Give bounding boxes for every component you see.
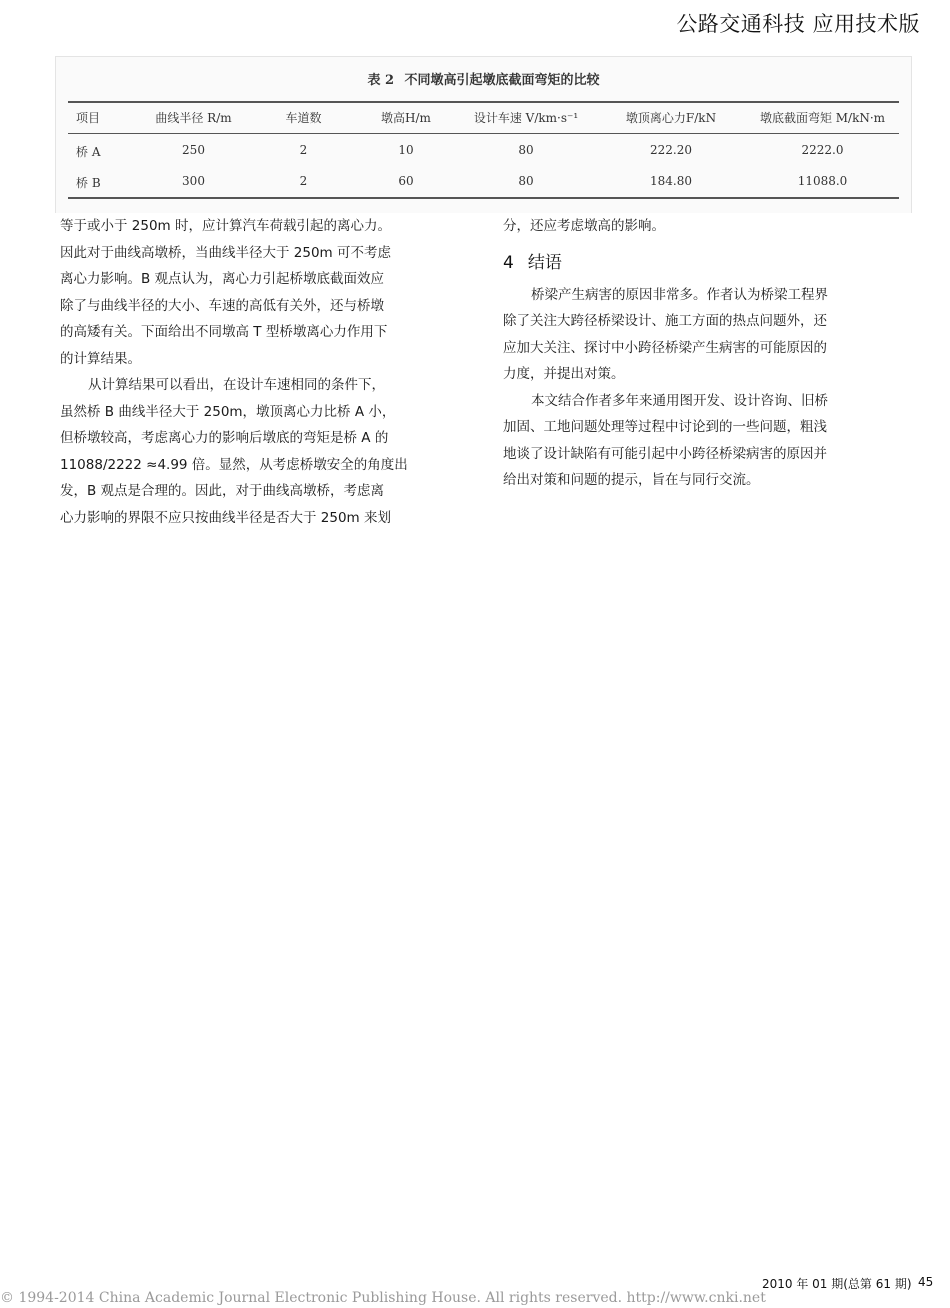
table-cell: 300 bbox=[182, 174, 205, 188]
table-caption bbox=[56, 69, 911, 88]
table-cell: 222.20 bbox=[650, 143, 692, 157]
table-label: 表 2 bbox=[367, 73, 395, 88]
body-line: 桥梁产生病害的原因非常多。作者认为桥梁工程界 bbox=[531, 286, 828, 303]
body-line: 地谈了设计缺陷有可能引起中小跨径桥梁病害的原因并 bbox=[503, 445, 827, 462]
body-line: 加固、工地问题处理等过程中讨论到的一些问题，粗浅 bbox=[503, 419, 827, 435]
body-line: 虽然桥 B 曲线半径大于 250m，墩顶离心力比桥 A 小， bbox=[60, 403, 396, 420]
copyright-notice: © 1994-2014 China Academic Journal Electronic Publishing House. All rights reserved. http://www.cnki.net bbox=[0, 1290, 766, 1306]
body-line: 离心力影响。B 观点认为，离心力引起桥墩底截面效应 bbox=[60, 271, 385, 287]
body-line: 除了关注大跨径桥梁设计、施工方面的热点问题外，还 bbox=[503, 313, 827, 329]
table-header-cell: 设计车速 V/km·s⁻¹ bbox=[473, 111, 579, 125]
body-line: 应加大关注、探讨中小跨径桥梁产生病害的可能原因的 bbox=[503, 339, 827, 356]
table-cell: 80 bbox=[518, 143, 534, 157]
table-header-cell: 项目 bbox=[76, 111, 101, 125]
table-cell: 11088.0 bbox=[797, 174, 848, 188]
body-line: 发，B 观点是合理的。因此，对于曲线高墩桥，考虑离 bbox=[60, 483, 385, 499]
page-number: 45 bbox=[918, 1275, 934, 1289]
table-cell: 2222.0 bbox=[801, 143, 844, 157]
table-2 bbox=[55, 56, 912, 213]
table-cell: 10 bbox=[398, 143, 414, 157]
body-line: 心力影响的界限不应只按曲线半径是否大于 250m 来划 bbox=[60, 509, 391, 526]
body-line: 除了与曲线半径的大小、车速的高低有关外，还与桥墩 bbox=[60, 297, 384, 314]
body-line: 本文结合作者多年来通用图开发、设计咨询、旧桥 bbox=[531, 392, 828, 409]
body-line: 的高矮有关。下面给出不同墩高 T 型桥墩离心力作用下 bbox=[60, 324, 388, 340]
table-cell: 250 bbox=[182, 143, 205, 157]
section-heading bbox=[503, 248, 913, 278]
section-title: 结语 bbox=[527, 252, 562, 273]
body-line: 因此对于曲线高墩桥，当曲线半径大于 250m 可不考虑 bbox=[60, 244, 391, 261]
table-header-row bbox=[68, 109, 899, 126]
body-line: 等于或小于 250m 时，应计算汽车荷载引起的离心力。 bbox=[60, 218, 391, 234]
table-cell: 2 bbox=[299, 174, 308, 188]
table-cell: 桥 B bbox=[76, 176, 101, 190]
table-header-cell: 曲线半径 R/m bbox=[155, 111, 232, 125]
right-column bbox=[503, 213, 913, 494]
table-header-cell: 墩高H/m bbox=[381, 111, 431, 125]
body-line: 的计算结果。 bbox=[60, 350, 141, 367]
table-cell: 60 bbox=[398, 174, 414, 188]
issue-info: 2010 年 01 期(总第 61 期) bbox=[762, 1277, 912, 1291]
section-number: 4 bbox=[503, 252, 514, 273]
table-bottom-rule bbox=[68, 197, 899, 199]
body-line: 给出对策和问题的提示，旨在与同行交流。 bbox=[503, 472, 760, 488]
table-row bbox=[68, 143, 899, 160]
table-header-cell: 车道数 bbox=[285, 111, 322, 125]
body-line: 11088/2222 ≈4.99 倍。显然，从考虑桥墩安全的角度出 bbox=[60, 456, 408, 473]
table-cell: 80 bbox=[518, 174, 534, 188]
table-header-cell: 墩顶离心力F/kN bbox=[625, 111, 717, 125]
table-cell: 184.80 bbox=[650, 174, 692, 188]
body-line: 从计算结果可以看出，在设计车速相同的条件下， bbox=[88, 377, 385, 393]
body-line: 但桥墩较高，考虑离心力的影响后墩底的弯矩是桥 A 的 bbox=[60, 430, 389, 446]
journal-title: 公路交通科技 应用技术版 bbox=[676, 12, 920, 36]
left-column bbox=[60, 213, 470, 531]
table-row bbox=[68, 174, 899, 191]
table-header-cell: 墩底截面弯矩 M/kN·m bbox=[759, 111, 886, 125]
body-line: 分，还应考虑墩高的影响。 bbox=[503, 218, 665, 234]
body-line: 力度，并提出对策。 bbox=[503, 366, 625, 382]
table-cell: 2 bbox=[299, 143, 308, 157]
table-mid-rule bbox=[68, 133, 899, 134]
table-title: 不同墩高引起墩底截面弯矩的比较 bbox=[404, 73, 600, 88]
table-top-rule bbox=[68, 101, 899, 103]
table-cell: 桥 A bbox=[76, 145, 101, 159]
